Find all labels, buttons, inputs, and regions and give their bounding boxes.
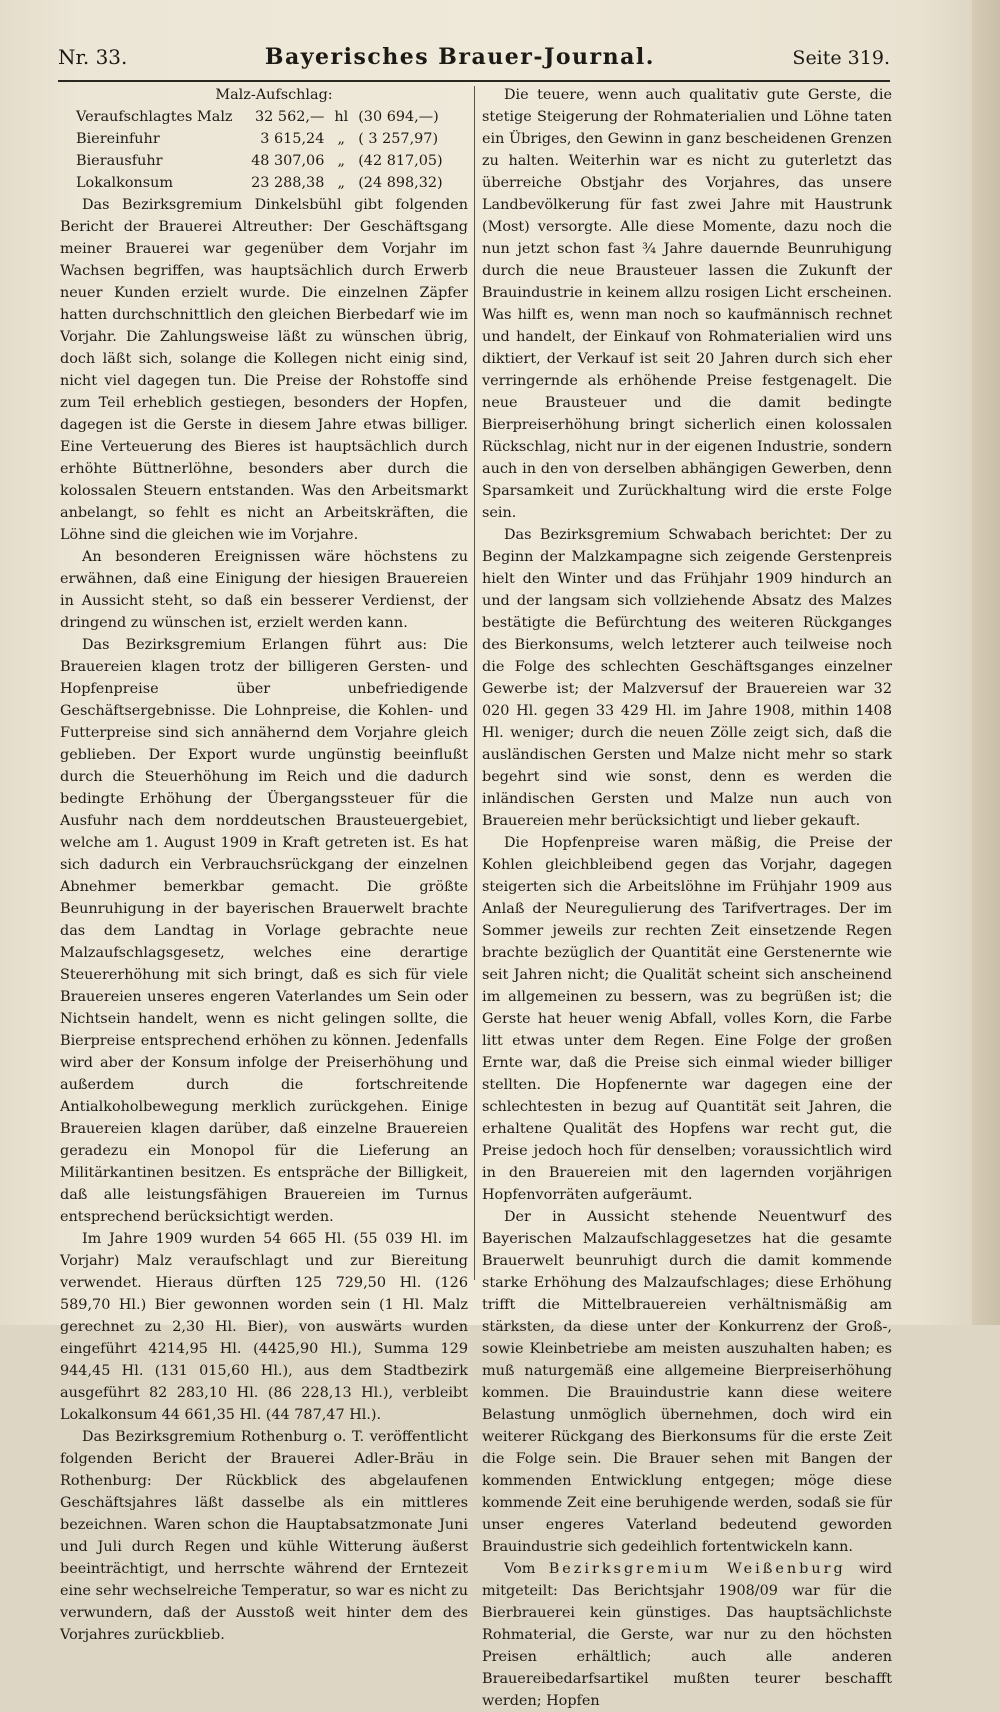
right-column	[482, 84, 892, 1712]
malz-table-row	[76, 172, 468, 194]
malz-table-row	[76, 150, 468, 172]
malz-cell-prev: (42 817,05)	[358, 153, 443, 169]
malz-cell-unit: „	[337, 175, 345, 191]
malz-cell-value: 48 307,06	[251, 153, 325, 169]
weissenburg-lead: Vom	[504, 1561, 536, 1577]
paragraph-rothenburg: Das Bezirksgremium Rothenburg o. T. veröffentlicht folgenden Bericht der Brauerei Adler-Bräu in Rothenburg: Der Rückblick des abgelaufenen Geschäftsjahres läßt dasselbe als ein mittleres bezeichnen. Waren schon die Hauptabsatzmonate Juni und Juli durch Regen und kühle Witterung äußerst beeinträchtigt, und herrschte während der Erntezeit eine sehr wechselreiche Temperatur, so war es nicht zu verwundern, daß der Ausstoß weit hinter dem des Vorjahres zurückblieb.	[60, 1429, 468, 1643]
paragraph-neuentwurf: Der in Aussicht stehende Neuentwurf des Bayerischen Malzaufschlaggesetzes hat die gesamte Brauerwelt beunruhigt durch die damit kommende starke Erhöhung des Malzaufschlages; diese Erhöhung trifft die Mittelbrauereien verhältnismäßig am stärksten, da diese unter der Konkurrenz der Groß-, sowie Kleinbetriebe am meisten auszuhalten haben; es muß naturgemäß eine allgemeine Bierpreiserhöhung kommen. Die Brauindustrie kann diese weitere Belastung unmöglich übernehmen, doch wird ein weiterer Rückgang des Bierkonsums für die erste Zeit die Folge sein. Die Brauer sehen mit Bangen der kommenden Entwicklung entgegen; möge diese kommende Zeit eine beruhigende werden, sodaß sie für unser engeres Vaterland bedeutend geworden Brauindustrie sich gedeihlich fortentwickeln kann.	[482, 1209, 892, 1555]
malz-cell-value: 32 562,—	[255, 109, 325, 125]
paragraph-jahr-1909: Im Jahre 1909 wurden 54 665 Hl. (55 039 Hl. im Vorjahr) Malz veraufschlagt und zur Biereitung verwendet. Hieraus dürften 125 729,50 Hl. (126 589,70 Hl.) Bier gewonnen worden sein (1 Hl. Malz gerechnet zu 2,30 Hl. Bier), von auswärts wurden eingeführt 4214,95 Hl. (4425,90 Hl.), Summa 129 944,45 Hl. (131 015,60 Hl.), aus dem Stadtbezirk ausgeführt 82 283,10 Hl. (86 228,13 Hl.), verbleibt Lokalkonsum 44 661,35 Hl. (44 787,47 Hl.).	[60, 1231, 468, 1423]
malz-cell-label: Lokalkonsum	[76, 175, 174, 191]
malz-cell-unit: hl	[334, 109, 349, 125]
column-divider	[474, 86, 475, 1280]
weissenburg-gremium-name: Bezirksgremium Weißenburg	[548, 1561, 846, 1577]
paragraph-gerste: Die teuere, wenn auch qualitativ gute Gerste, die stetige Steigerung der Rohmaterialien und Löhne taten ein Übriges, den Gewinn in ganz bescheidenen Grenzen zu halten. Weiterhin war es nicht zu guterletzt das überreiche Obstjahr des Vorjahres, das unsere Landbevölkerung für fast zwei Jahre mit Haustrunk (Most) versorgte. Alle diese Momente, dazu noch die nun jetzt schon fast ¾ Jahre dauernde Beunruhigung durch die neue Brausteuer lassen die Zukunft der Brauindustrie in keinem allzu rosigen Licht erscheinen. Was hilft es, wenn man noch so kaufmännisch rechnet und handelt, der Einkauf von Rohmaterialien wird uns diktiert, der Verkauf ist seit 20 Jahren durch sich eher verringernde als erhöhende Preise festgenagelt. Die neue Brausteuer und die damit bedingte Bierpreiserhöhung bringt sicherlich einen kolossalen Rückschlag, nicht nur in der eigenen Industrie, sondern auch in den von derselben abhängigen Gewerben, denn Sparsamkeit und Zurückhaltung wird die erste Folge sein.	[482, 87, 892, 521]
paragraph-hopfenpreise: Die Hopfenpreise waren mäßig, die Preise der Kohlen gleichbleibend gegen das Vorjahr, dagegen steigerten sich die Arbeitslöhne im Frühjahr 1909 aus Anlaß der Neuregulierung des Tarifvertrages. Der im Sommer jeweils zur rechten Zeit einsetzende Regen brachte bezüglich der Quantität eine Gerstenernte wie seit Jahren nicht; die Qualität scheint sich anscheinend im allgemeinen zu bessern, was zu begrüßen ist; die Gerste hat heuer wenig Abfall, volles Korn, die Farbe litt etwas unter dem Regen. Eine Folge der großen Ernte war, daß die Preise sich einmal wieder billiger stellten. Die Hopfenernte war dagegen eine der schlechtesten in bezug auf Quantität seit Jahren, die erhaltene Qualität des Hopfens war recht gut, die Preise jedoch hoch für denselben; voraussichtlich wird in den Brauereien mit den lagernden vorjährigen Hopfenvorräten aufgeräumt.	[482, 835, 892, 1203]
malz-table-title: Malz-Aufschlag:	[215, 87, 333, 103]
malz-table	[76, 106, 468, 194]
paragraph-weissenburg	[482, 1558, 892, 1712]
left-column	[60, 84, 468, 1646]
malz-cell-value: 3 615,24	[260, 131, 325, 147]
weissenburg-text: wird mitgeteilt: Das Berichtsjahr 1908/09 war für die Bierbrauerei kein günstiges. Das hauptsächlichste Rohmaterial, die Gerste, war nur zu den höchsten Preisen erhältlich; auch alle anderen Brauereibedarfsartikel mußten teurer beschafft werden; Hopfen	[482, 1561, 893, 1709]
header-rule	[58, 80, 890, 82]
malz-table-row	[76, 106, 468, 128]
malz-cell-unit: „	[337, 153, 345, 169]
malz-cell-prev: (24 898,32)	[358, 175, 443, 191]
paragraph-ereignisse: An besonderen Ereignissen wäre höchstens zu erwähnen, daß eine Einigung der hiesigen Brauereien in Aussicht steht, so daß ein besserer Verdienst, der dringend zu wünschen ist, erzielt werden kann.	[60, 549, 468, 631]
malz-table-row	[76, 128, 468, 150]
malz-cell-unit: „	[337, 131, 345, 147]
page-number: Seite 319.	[792, 47, 890, 69]
page-edge	[972, 0, 1000, 1325]
page-header	[58, 44, 890, 78]
paragraph-schwabach: Das Bezirksgremium Schwabach berichtet: Der zu Beginn der Malzkampagne sich zeigende Gerstenpreis hielt den Winter und das Frühjahr 1909 hindurch an und der langsam sich vollziehende Absatz des Malzes bestätigte die Befürchtung des weiteren Rückganges des Bierkonsums, welch letzterer auch teilweise noch die Folge des schlechten Geschäftsganges einzelner Gewerbe ist; der Malzversuf der Brauereien war 32 020 Hl. gegen 33 429 Hl. im Jahre 1908, mithin 1408 Hl. weniger; durch die neuen Zölle zeigt sich, daß die ausländischen Gersten und Malze nicht mehr so stark begehrt sind wie sonst, denn es werden die inländischen Gersten und Malze nun auch von Brauereien mehr berücksichtigt und lieber gekauft.	[482, 527, 892, 829]
malz-cell-prev: ( 3 257,97)	[358, 131, 439, 147]
malz-cell-label: Biereinfuhr	[76, 131, 160, 147]
paragraph-erlangen: Das Bezirksgremium Erlangen führt aus: Die Brauereien klagen trotz der billigeren Gersten- und Hopfenpreise über unbefriedigende Geschäftsergebnisse. Die Lohnpreise, die Kohlen- und Futterpreise sind sich annähernd dem Vorjahre gleich geblieben. Der Export wurde ungünstig beeinflußt durch die Steuerhöhung im Reich und die dadurch bedingte Erhöhung der Übergangssteuer für die Ausfuhr nach dem norddeutschen Brausteuergebiet, welche am 1. August 1909 in Kraft getreten ist. Es hat sich dadurch ein Verbrauchsrückgang der einzelnen Abnehmer bemerkbar gemacht. Die größte Beunruhigung in der bayerischen Brauerwelt brachte das dem Landtag in Vorlage gebrachte neue Malzaufschlagsgesetz, welches eine derartige Steuererhöhung mit sich bringt, daß es sich für viele Brauereien unseres engeren Vaterlandes um Sein oder Nichtsein handelt, wenn es nicht gelingen sollte, die Bierpreise entsprechend erhöhen zu können. Jedenfalls wird aber der Konsum infolge der Preiserhöhung und außerdem durch die fortschreitende Antialkoholbewegung merklich zurückgehen. Einige Brauereien klagen darüber, daß einzelne Brauereien geradezu ein Monopol für die Lieferung an Militärkantinen besitzen. Es entspräche der Billigkeit, daß alle leistungsfähigen Brauereien im Turnus entsprechend berücksichtigt werden.	[60, 637, 468, 1225]
issue-number: Nr. 33.	[58, 45, 128, 69]
malz-cell-prev: (30 694,—)	[358, 109, 439, 125]
paragraph-dinkelsbuehl: Das Bezirksgremium Dinkelsbühl gibt folgenden Bericht der Brauerei Altreuther: Der Geschäftsgang meiner Brauerei war gegenüber dem Vorjahr im Wachsen begriffen, was hauptsächlich durch Erwerb neuer Kunden erzielt wurde. Die einzelnen Zäpfer hatten durchschnittlich den gleichen Bierbedarf wie im Vorjahr. Die Zahlungsweise läßt zu wünschen übrig, doch läßt sich, solange die Kollegen nicht einig sind, nicht viel dagegen tun. Die Preise der Rohstoffe sind zum Teil erheblich gestiegen, besonders der Hopfen, dagegen ist die Gerste in diesem Jahre etwas billiger. Eine Verteuerung des Bieres ist hauptsächlich durch erhöhte Büttnerlöhne, besonders aber durch die kolossalen Steuern entstanden. Was den Arbeitsmarkt anbelangt, so fehlt es nicht an Arbeitskräften, die Löhne sind die gleichen wie im Vorjahre.	[60, 197, 468, 543]
malz-cell-label: Veraufschlagtes Malz	[76, 109, 233, 125]
journal-title: Bayerisches Brauer-Journal.	[264, 44, 655, 70]
malz-cell-label: Bierausfuhr	[76, 153, 163, 169]
malz-cell-value: 23 288,38	[251, 175, 325, 191]
